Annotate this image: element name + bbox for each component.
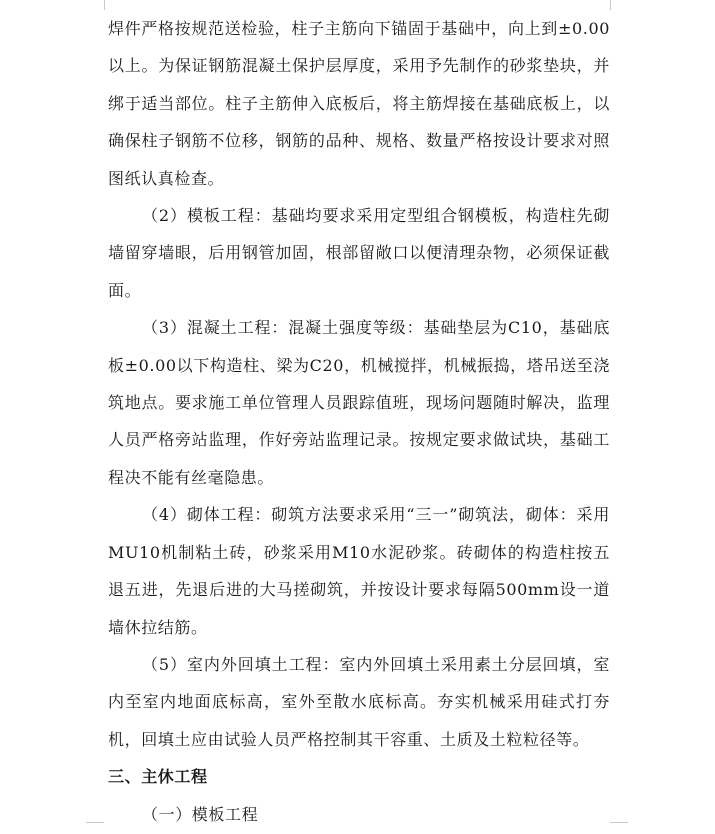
subsection-heading: （一）模板工程 <box>142 804 259 824</box>
paragraph-formwork: （2）模板工程：基础均要求采用定型组合钢模板，构造柱先砌墙留穿墙眼，后用钢管加固，根部留敞口以便清理杂物，必须保证截面。 <box>108 206 610 300</box>
page-corner-mark-bottom-left <box>86 822 104 833</box>
page-corner-mark-top-right <box>610 0 629 10</box>
document-body <box>108 10 610 833</box>
paragraph-masonry: （4）砌体工程：砌筑方法要求采用“三一”砌筑法，砌体：采用MU10机制粘土砖，砂浆采用M10水泥砂浆。砖砌体的构造柱按五退五进，先退后进的大马搓砌筑，并按设计要求每隔500mm设一道墙休拉结筋。 <box>108 505 610 637</box>
page-corner-mark-top-left <box>86 0 105 10</box>
paragraph-backfill: （5）室内外回填土工程：室内外回填土采用素土分层回填，室内至室内地面底标高，室外至散水底标高。夯实机械采用硅式打夯机，回填土应由试验人员严格控制其干容重、土质及土粒粒径等。 <box>108 654 610 749</box>
paragraph-concrete: （3）混凝土工程：混凝土强度等级：基础垫层为C10，基础底板±0.00以下构造柱、梁为C20，机械搅拌，机械振捣，塔吊送至浇筑地点。要求施工单位管理人员跟踪值班，现场问题随时解决，监理人员严格旁站监理，作好旁站监理记录。按规定要求做试块，基础工程决不能有丝毫隐患。 <box>108 318 610 487</box>
paragraph-rebar-inspection: 焊件严格按规范送检验，柱子主筋向下锚固于基础中，向上到±0.00以上。为保证钢筋混凝土保护层厚度，采用予先制作的砂浆垫块，并绑于适当部位。柱子主筋伸入底板后，将主筋焊接在基础底板上，以确保柱子钢筋不位移，钢筋的品种、规格、数量严格按设计要求对照图纸认真检查。 <box>108 19 610 188</box>
page-corner-mark-bottom-right <box>610 822 628 833</box>
section-heading: 三、主休工程 <box>108 767 208 787</box>
